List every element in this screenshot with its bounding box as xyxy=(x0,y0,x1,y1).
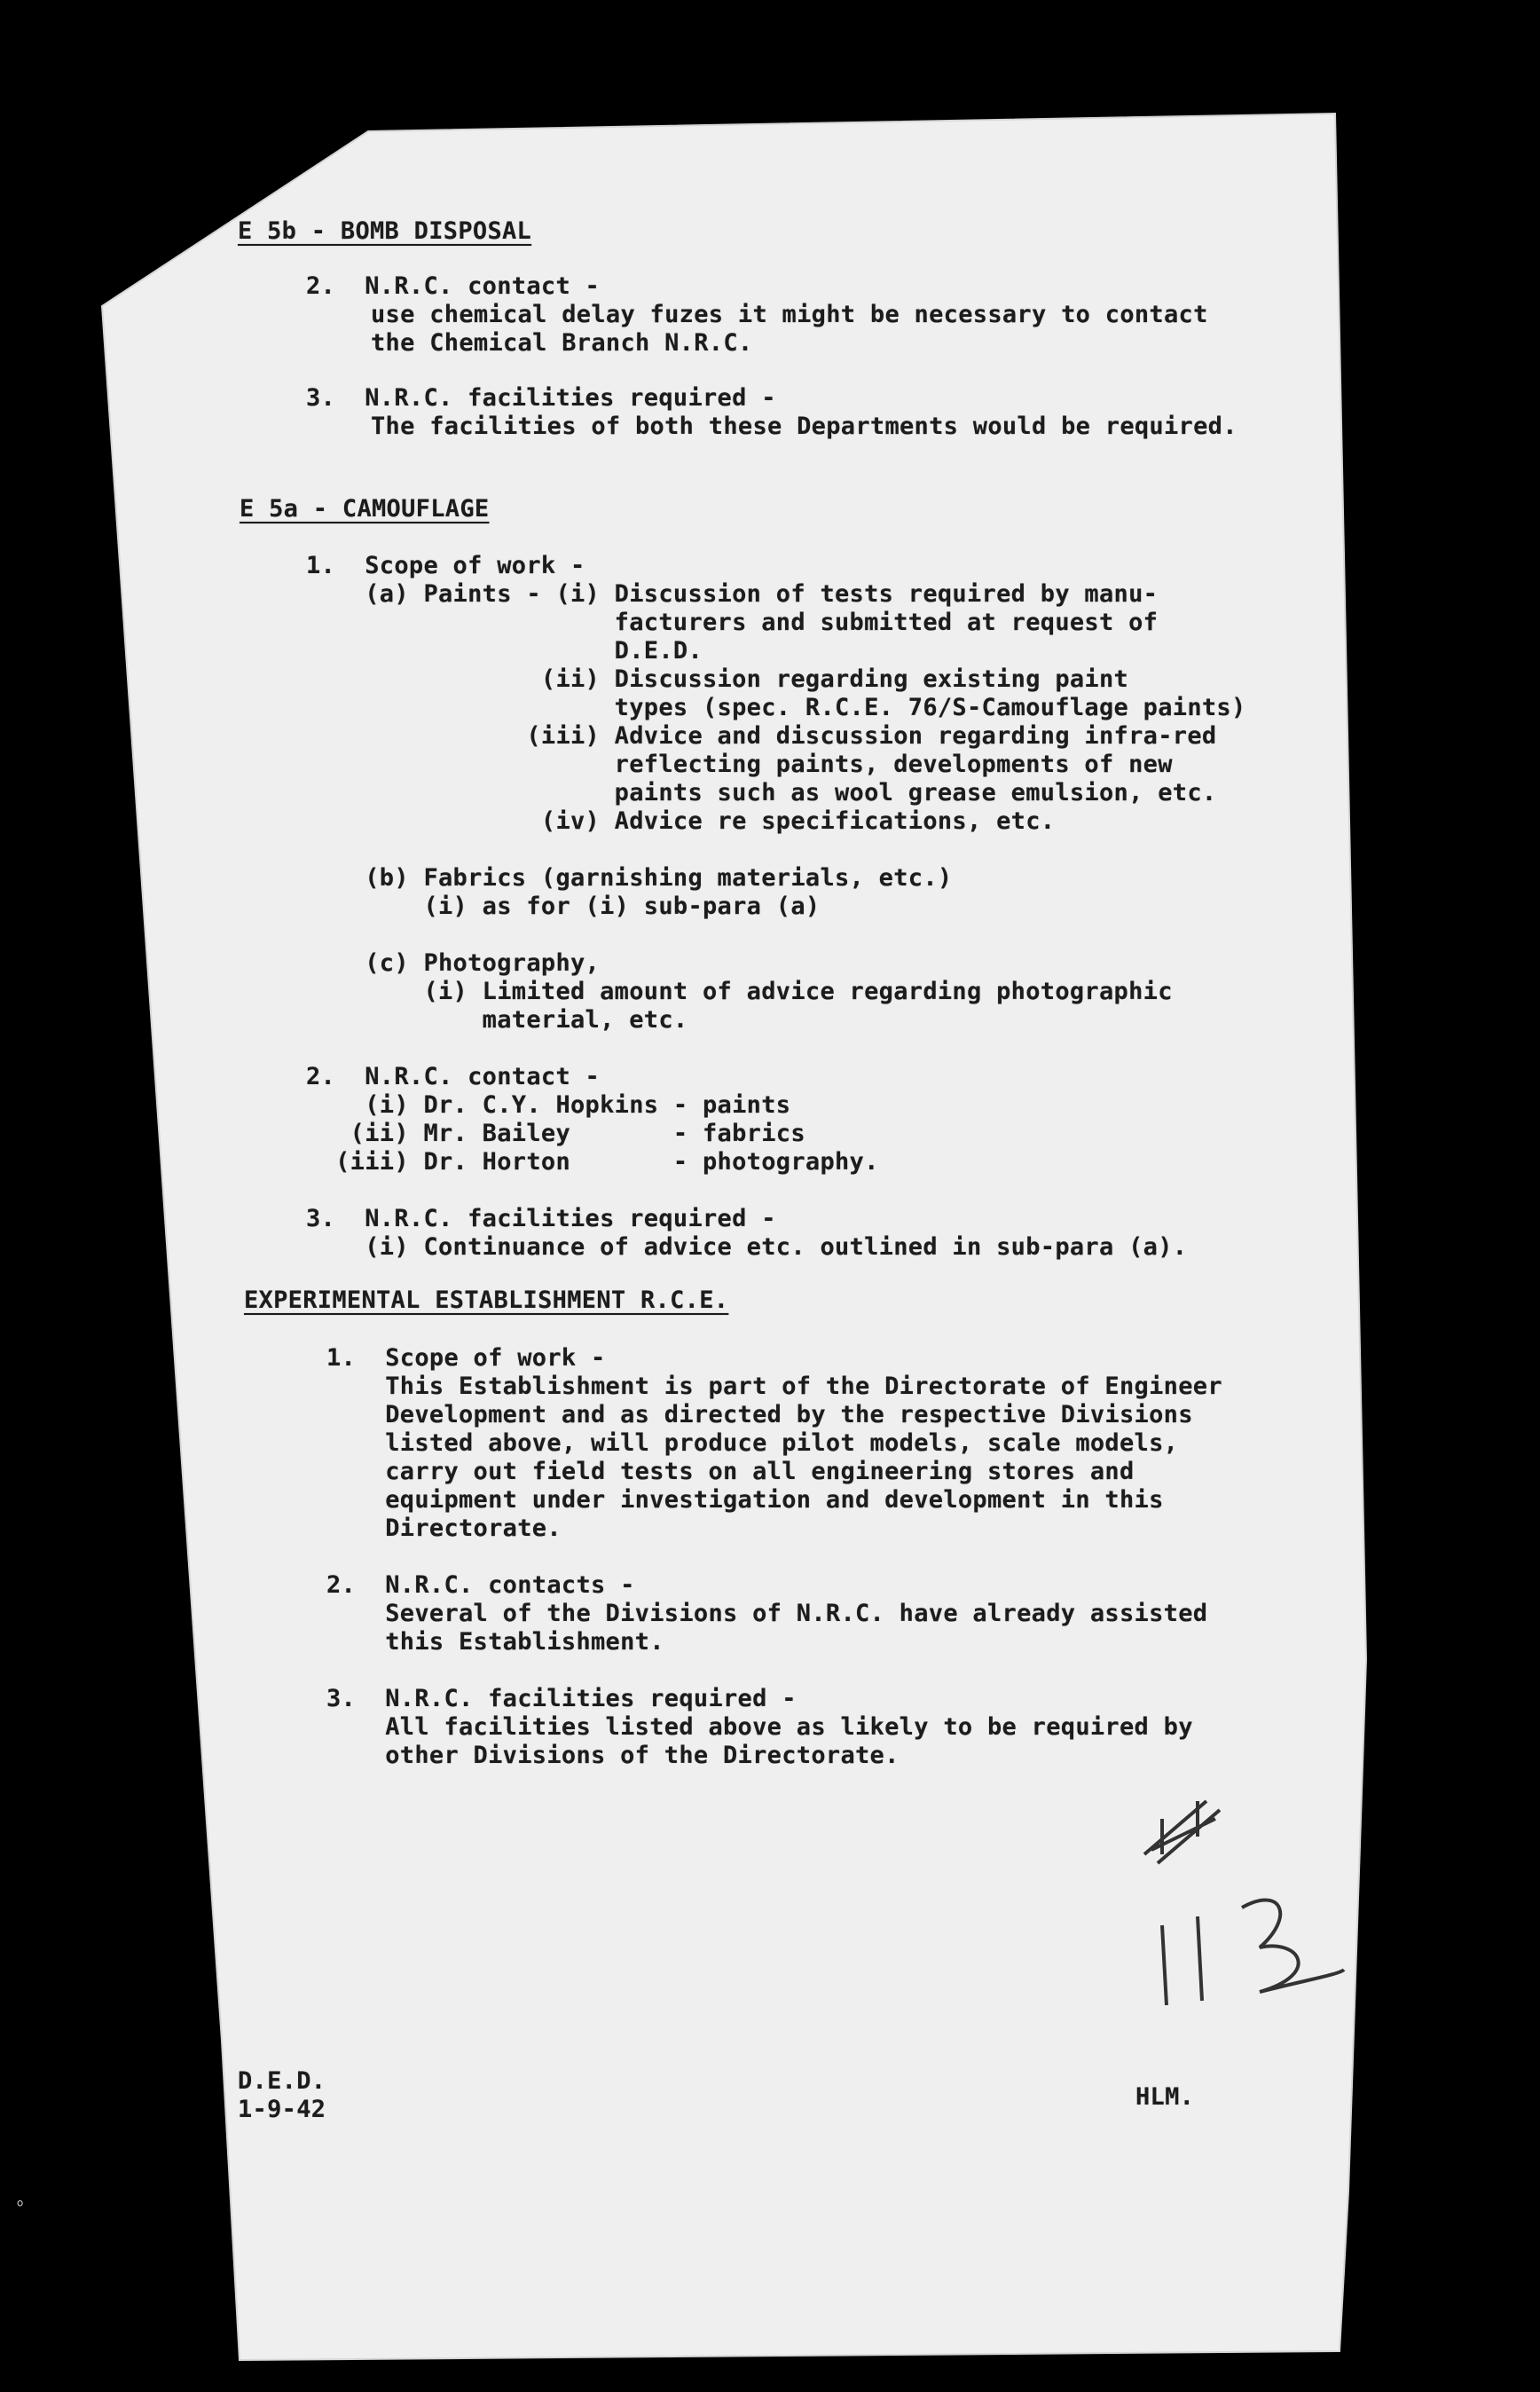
heading-e5b: E 5b - BOMB DISPOSAL xyxy=(238,217,532,245)
eerce-body xyxy=(326,1344,1222,1770)
heading-e5a: E 5a - CAMOUFLAGE xyxy=(240,495,490,523)
doc-line xyxy=(306,1035,1246,1063)
doc-line: (iii) Dr. Horton - photography. xyxy=(306,1148,879,1176)
doc-line xyxy=(306,921,1246,949)
doc-line: D.E.D. xyxy=(306,637,703,665)
doc-line: reflecting paints, developments of new xyxy=(306,751,1173,778)
doc-line: Development and as directed by the respective Divisions xyxy=(326,1401,1193,1428)
doc-line: (b) Fabrics (garnishing materials, etc.) xyxy=(306,864,953,892)
doc-line: (iv) Advice re specifications, etc. xyxy=(306,807,1056,835)
e5b-item2-line2: the Chemical Branch N.R.C. xyxy=(371,329,753,357)
doc-line: (i) Limited amount of advice regarding photographic xyxy=(306,978,1173,1005)
footer-date: 1-9-42 xyxy=(238,2096,326,2123)
e5b-item2-line1: use chemical delay fuzes it might be necessary to contact xyxy=(371,301,1208,328)
doc-line: material, etc. xyxy=(306,1006,688,1034)
footer-initials: HLM. xyxy=(1135,2083,1195,2111)
e5b-item3-line1: The facilities of both these Departments would be required. xyxy=(371,413,1238,440)
doc-line: other Divisions of the Directorate. xyxy=(326,1742,900,1769)
doc-line: paints such as wool grease emulsion, etc. xyxy=(306,779,1217,807)
doc-line: (i) Dr. C.Y. Hopkins - paints xyxy=(306,1091,791,1119)
doc-line: (i) as for (i) sub-para (a) xyxy=(306,893,821,920)
doc-line: facturers and submitted at request of xyxy=(306,609,1159,636)
e5a-body xyxy=(306,552,1246,1262)
doc-line: (ii) Mr. Bailey - fabrics xyxy=(306,1120,805,1147)
e5b-item3-title: 3. N.R.C. facilities required - xyxy=(306,384,776,412)
footer-dept: D.E.D. xyxy=(238,2067,326,2095)
doc-line: 1. Scope of work - xyxy=(306,552,585,579)
doc-line: (c) Photography, xyxy=(306,949,601,977)
doc-line: All facilities listed above as likely to be required by xyxy=(326,1713,1193,1741)
doc-line: listed above, will produce pilot models, scale models, xyxy=(326,1429,1179,1457)
doc-line: (a) Paints - (i) Discussion of tests required by manu- xyxy=(306,580,1159,608)
doc-line: 3. N.R.C. facilities required - xyxy=(306,1205,776,1232)
doc-line: 1. Scope of work - xyxy=(326,1344,606,1372)
doc-line: This Establishment is part of the Directorate of Engineer xyxy=(326,1373,1222,1400)
doc-line xyxy=(326,1656,1222,1685)
doc-line: (ii) Discussion regarding existing paint xyxy=(306,665,1129,693)
doc-line xyxy=(306,1176,1246,1205)
doc-line: this Establishment. xyxy=(326,1628,664,1656)
doc-line: equipment under investigation and development in this xyxy=(326,1486,1164,1514)
e5b-item2-title: 2. N.R.C. contact - xyxy=(306,272,601,300)
doc-line: types (spec. R.C.E. 76/S-Camouflage paints) xyxy=(306,694,1246,721)
doc-line: 2. N.R.C. contact - xyxy=(306,1063,601,1090)
doc-line: 3. N.R.C. facilities required - xyxy=(326,1685,797,1712)
doc-line: Several of the Divisions of N.R.C. have already assisted xyxy=(326,1600,1208,1627)
doc-line: Directorate. xyxy=(326,1515,562,1542)
doc-line: carry out field tests on all engineering stores and xyxy=(326,1458,1135,1485)
doc-line: 2. N.R.C. contacts - xyxy=(326,1571,635,1599)
handwritten-page-number xyxy=(1127,1783,1357,2014)
doc-line: (iii) Advice and discussion regarding infra-red xyxy=(306,722,1217,750)
doc-line xyxy=(326,1543,1222,1571)
heading-experimental-establishment: EXPERIMENTAL ESTABLISHMENT R.C.E. xyxy=(244,1286,729,1314)
scan-dust-mark: ﾟ xyxy=(16,2199,29,2230)
doc-line: (i) Continuance of advice etc. outlined in sub-para (a). xyxy=(306,1233,1188,1261)
doc-line xyxy=(306,836,1246,864)
